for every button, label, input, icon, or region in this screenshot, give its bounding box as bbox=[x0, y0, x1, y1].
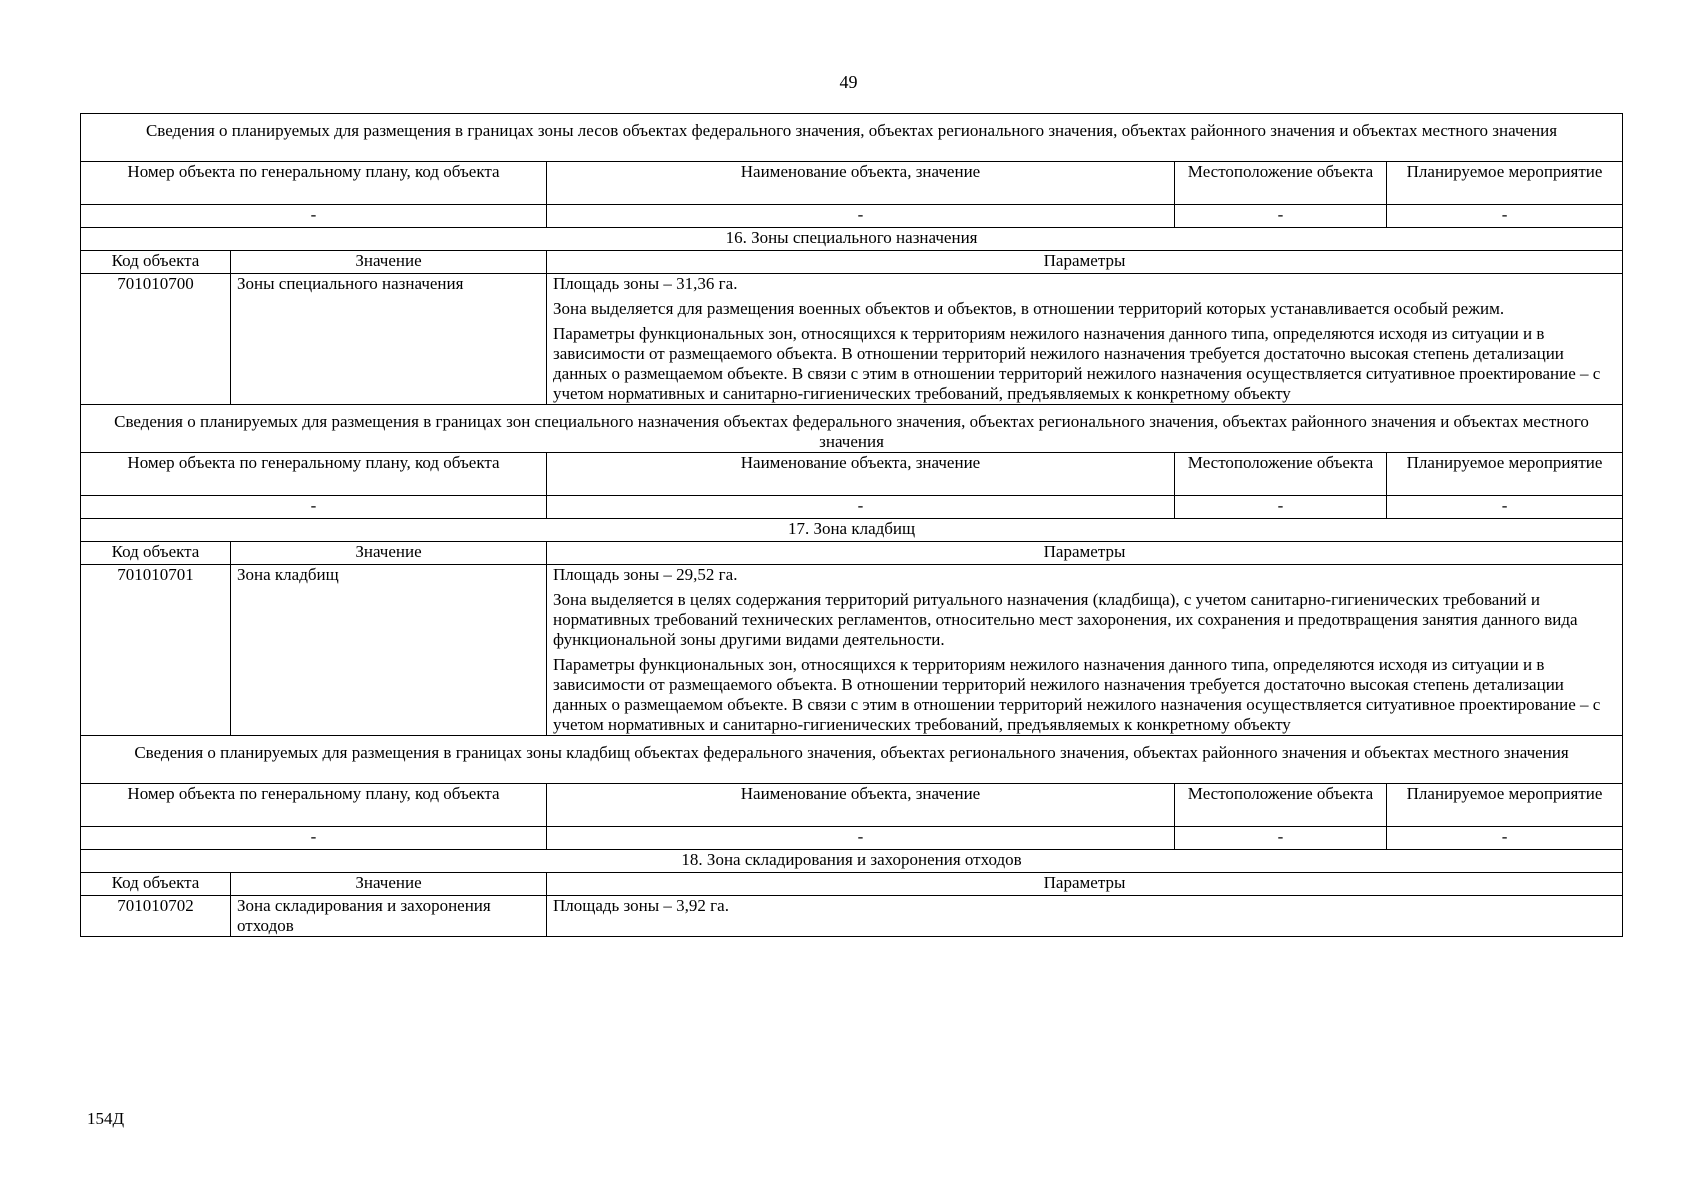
document-code: 154Д bbox=[87, 1109, 125, 1128]
header-object-location: Местоположение объекта bbox=[1175, 453, 1387, 496]
header-object-name: Наименование объекта, значение bbox=[547, 784, 1175, 827]
header-planned-action: Планируемое мероприятие bbox=[1387, 453, 1623, 496]
zone-title-row bbox=[81, 519, 1623, 542]
header-parameters: Параметры bbox=[547, 873, 1623, 896]
info-caption: Сведения о планируемых для размещения в границах зон специального назначения объектах федерального значения, объектах регионального значения, объектах районного значения и объектах местного значения bbox=[81, 405, 1623, 453]
object-code-cell: 701010702 bbox=[81, 896, 231, 937]
header-object-location: Местоположение объекта bbox=[1175, 784, 1387, 827]
object-location-cell: - bbox=[1175, 205, 1387, 228]
header-value: Значение bbox=[231, 873, 547, 896]
header-object-code: Код объекта bbox=[81, 251, 231, 274]
zone-title: 18. Зона складирования и захоронения отходов bbox=[81, 850, 1623, 873]
info-header-row bbox=[81, 453, 1623, 496]
zone-data-row bbox=[81, 565, 1623, 736]
parameters-cell bbox=[547, 274, 1623, 405]
object-number-cell: - bbox=[81, 496, 547, 519]
header-object-location: Местоположение объекта bbox=[1175, 162, 1387, 205]
header-value: Значение bbox=[231, 542, 547, 565]
page-number: 49 bbox=[839, 72, 858, 92]
header-parameters: Параметры bbox=[547, 251, 1623, 274]
object-code-cell: 701010701 bbox=[81, 565, 231, 736]
zones-table bbox=[80, 113, 1623, 937]
zone-value-cell: Зона складирования и захоронения отходов bbox=[231, 896, 547, 937]
header-object-name: Наименование объекта, значение bbox=[547, 453, 1175, 496]
info-caption-row bbox=[81, 736, 1623, 784]
parameter-paragraph: Зона выделяется для размещения военных объектов и объектов, в отношении территорий которых устанавливается особый режим. bbox=[553, 299, 1505, 318]
info-caption-row bbox=[81, 405, 1623, 453]
parameter-paragraph: Площадь зоны – 3,92 га. bbox=[553, 896, 729, 915]
header-object-code: Код объекта bbox=[81, 542, 231, 565]
parameter-paragraph: Зона выделяется в целях содержания территорий ритуального назначения (кладбища), с учетом санитарно-гигиенических требований и нормативных требований технических регламентов, относительно мест захоронения, их сохранения и предотвращения занятия данного вида функциональной зоны другими видами деятельности. bbox=[553, 590, 1578, 649]
zone-header-row bbox=[81, 873, 1623, 896]
info-caption: Сведения о планируемых для размещения в границах зоны лесов объектах федерального значения, объектах регионального значения, объектах районного значения и объектах местного значения bbox=[81, 114, 1623, 162]
zone-value-cell: Зоны специального назначения bbox=[231, 274, 547, 405]
zone-data-row bbox=[81, 274, 1623, 405]
parameters-cell bbox=[547, 565, 1623, 736]
object-location-cell: - bbox=[1175, 496, 1387, 519]
header-object-number: Номер объекта по генеральному плану, код объекта bbox=[81, 784, 547, 827]
zone-title: 17. Зона кладбищ bbox=[81, 519, 1623, 542]
header-object-number: Номер объекта по генеральному плану, код объекта bbox=[81, 453, 547, 496]
parameter-paragraph: Параметры функциональных зон, относящихся к территориям нежилого назначения данного типа, определяются исходя из ситуации и в зависимости от размещаемого объекта. В отношении территорий нежилого назначения требуется достаточно высокая степень детализации данных о размещаемом объекте. В связи с этим в отношении территорий нежилого назначения осуществляется ситуативное проектирование – с учетом нормативных и санитарно-гигиенических требований, предъявляемых к конкретному объекту bbox=[553, 655, 1601, 734]
zone-title: 16. Зоны специального назначения bbox=[81, 228, 1623, 251]
header-planned-action: Планируемое мероприятие bbox=[1387, 162, 1623, 205]
object-code-cell: 701010700 bbox=[81, 274, 231, 405]
info-data-row bbox=[81, 827, 1623, 850]
zone-title-row bbox=[81, 228, 1623, 251]
parameter-paragraph: Параметры функциональных зон, относящихся к территориям нежилого назначения данного типа, определяются исходя из ситуации и в зависимости от размещаемого объекта. В отношении территорий нежилого назначения требуется достаточно высокая степень детализации данных о размещаемом объекте. В связи с этим в отношении территорий нежилого назначения осуществляется ситуативное проектирование – с учетом нормативных и санитарно-гигиенических требований, предъявляемых к конкретному объекту bbox=[553, 324, 1601, 403]
planned-action-cell: - bbox=[1387, 205, 1623, 228]
header-object-code: Код объекта bbox=[81, 873, 231, 896]
planned-action-cell: - bbox=[1387, 827, 1623, 850]
header-object-number: Номер объекта по генеральному плану, код объекта bbox=[81, 162, 547, 205]
object-name-cell: - bbox=[547, 496, 1175, 519]
parameter-paragraph: Площадь зоны – 31,36 га. bbox=[553, 274, 738, 293]
header-object-name: Наименование объекта, значение bbox=[547, 162, 1175, 205]
zone-data-row bbox=[81, 896, 1623, 937]
zone-value-cell: Зона кладбищ bbox=[231, 565, 547, 736]
parameter-paragraph: Площадь зоны – 29,52 га. bbox=[553, 565, 738, 584]
info-data-row bbox=[81, 496, 1623, 519]
info-data-row bbox=[81, 205, 1623, 228]
planned-action-cell: - bbox=[1387, 496, 1623, 519]
object-number-cell: - bbox=[81, 827, 547, 850]
header-value: Значение bbox=[231, 251, 547, 274]
parameters-cell bbox=[547, 896, 1623, 937]
header-planned-action: Планируемое мероприятие bbox=[1387, 784, 1623, 827]
zone-header-row bbox=[81, 542, 1623, 565]
info-header-row bbox=[81, 784, 1623, 827]
info-caption: Сведения о планируемых для размещения в границах зоны кладбищ объектах федерального значения, объектах регионального значения, объектах районного значения и объектах местного значения bbox=[81, 736, 1623, 784]
header-parameters: Параметры bbox=[547, 542, 1623, 565]
object-name-cell: - bbox=[547, 205, 1175, 228]
info-caption-row bbox=[81, 114, 1623, 162]
object-name-cell: - bbox=[547, 827, 1175, 850]
object-location-cell: - bbox=[1175, 827, 1387, 850]
object-number-cell: - bbox=[81, 205, 547, 228]
info-header-row bbox=[81, 162, 1623, 205]
zone-title-row bbox=[81, 850, 1623, 873]
zone-header-row bbox=[81, 251, 1623, 274]
